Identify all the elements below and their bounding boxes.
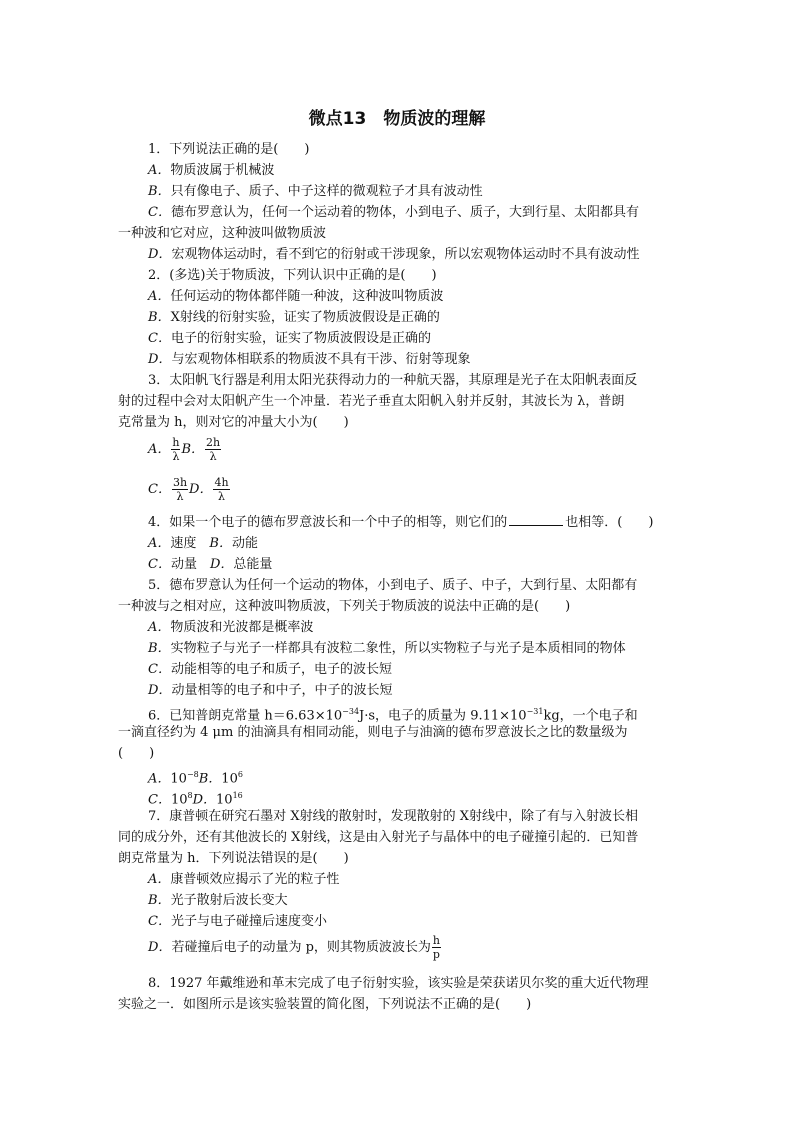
question-2-option-b: B．X射线的衍射实验，证实了物质波假设是正确的 [148,310,440,325]
question-6-line-2: 一滴直径约为 4 μm 的油滴具有相同动能，则电子与油滴的德布罗意波长之比的数量级为 [118,725,628,740]
question-5-option-d: D．动量相等的电子和中子，中子的波长短 [148,683,393,698]
question-1-option-c: C．德布罗意认为，任何一个运动着的物体，小到电子、质子，大到行星、太阳都具有 [148,205,639,220]
question-7-option-c: C．光子与电子碰撞后速度变小 [148,914,327,929]
page-title: 微点13 物质波的理解 [308,109,486,129]
question-1-option-a: A．物质波属于机械波 [148,163,275,178]
question-1-option-b: B．只有像电子、质子、中子这样的微观粒子才具有波动性 [148,184,483,199]
question-1-stem: 1．下列说法正确的是( ) [148,142,310,157]
fraction: $\frac{2h}{\lambda}$ [206,436,221,463]
question-5-option-c: C．动能相等的电子和质子，电子的波长短 [148,662,392,677]
question-2-stem: 2．(多选)关于物质波，下列认识中正确的是( ) [148,268,437,283]
question-6-options-ab: A．$10^{-8}B$．$10^6$ [148,770,243,787]
question-3-line-3: 克常量为 h，则对它的冲量大小为( ) [118,415,349,430]
question-1-option-d: D．宏观物体运动时，看不到它的衍射或干涉现象，所以宏观物体运动时不具有波动性 [148,247,640,262]
question-3-line-2: 射的过程中会对太阳帆产生一个冲量．若光子垂直太阳帆入射并反射，其波长为 λ，普朗 [118,394,625,409]
fraction: $\frac{3h}{\lambda}$ [172,476,188,503]
question-4-stem: 4．如果一个电子的德布罗意波长和一个中子的相等，则它们的 也相等．( ) [148,515,654,530]
question-8-line-1: 8．1927 年戴维逊和革末完成了电子衍射实验，该实验是荣获诺贝尔奖的重大近代物理 [148,976,649,991]
question-4-options-cd: C．动量 D．总能量 [148,557,273,572]
answer-blank [509,513,563,526]
question-1-option-c-cont: 一种波和它对应，这种波叫做物质波 [118,226,327,241]
question-3-line-1: 3．太阳帆飞行器是利用太阳光获得动力的一种航天器，其原理是光子在太阳帆表面反 [148,373,638,388]
fraction: $\frac{h}{\lambda}$ [172,436,180,463]
question-7-line-1: 7．康普顿在研究石墨对 X射线的散射时，发现散射的 X射线中，除了有与入射波长相 [148,809,639,824]
question-4-options-ab: A．速度 B．动能 [148,536,258,551]
fraction: $\frac{4h}{\lambda}$ [214,476,229,503]
question-7-option-d: D．若碰撞后电子的动量为 p，则其物质波波长为 $\frac{h}{p}$ [148,934,440,961]
question-5-line-2: 一种波与之相对应，这种波叫物质波，下列关于物质波的说法中正确的是( ) [118,599,571,614]
question-8-line-2: 实验之一．如图所示是该实验装置的简化图，下列说法不正确的是( ) [118,997,532,1012]
question-5-option-a: A．物质波和光波都是概率波 [148,620,314,635]
question-2-option-d: D．与宏观物体相联系的物质波不具有干涉、衍射等现象 [148,352,471,367]
question-2-option-c: C．电子的衍射实验，证实了物质波假设是正确的 [148,331,431,346]
question-6-line-3: ( ) [118,746,155,761]
question-7-option-a: A．康普顿效应揭示了光的粒子性 [148,872,340,887]
question-6-options-cd: C．$10^8D$．$10^{16}$ [148,791,243,808]
question-2-option-a: A．任何运动的物体都伴随一种波，这种波叫物质波 [148,289,444,304]
question-5-option-b: B．实物粒子与光子一样都具有波粒二象性，所以实物粒子与光子是本质相同的物体 [148,641,626,656]
question-7-option-b: B．光子散射后波长变大 [148,893,288,908]
question-7-line-3: 朗克常量为 h．下列说法错误的是( ) [118,851,349,866]
question-6-line-1: 6．已知普朗克常量 $h=6.63\times 10^{-34}J\cdot s$，电子的质量为 $9.11\times 10^{-31}kg$，一个电子和 [148,707,638,724]
question-5-line-1: 5．德布罗意认为任何一个运动的物体，小到电子、质子、中子，大到行星、太阳都有 [148,578,638,593]
question-3-options-ab: A． $\frac{h}{\lambda}$ B． $\frac{2h}{\lambda}$ [148,436,221,463]
question-7-line-2: 同的成分外，还有其他波长的 X射线，这是由入射光子与晶体中的电子碰撞引起的．已知普 [118,830,639,845]
question-3-options-cd: C． $\frac{3h}{\lambda}$ D． $\frac{4h}{\lambda}$ [148,476,229,503]
fraction: $\frac{h}{p}$ [432,934,440,961]
